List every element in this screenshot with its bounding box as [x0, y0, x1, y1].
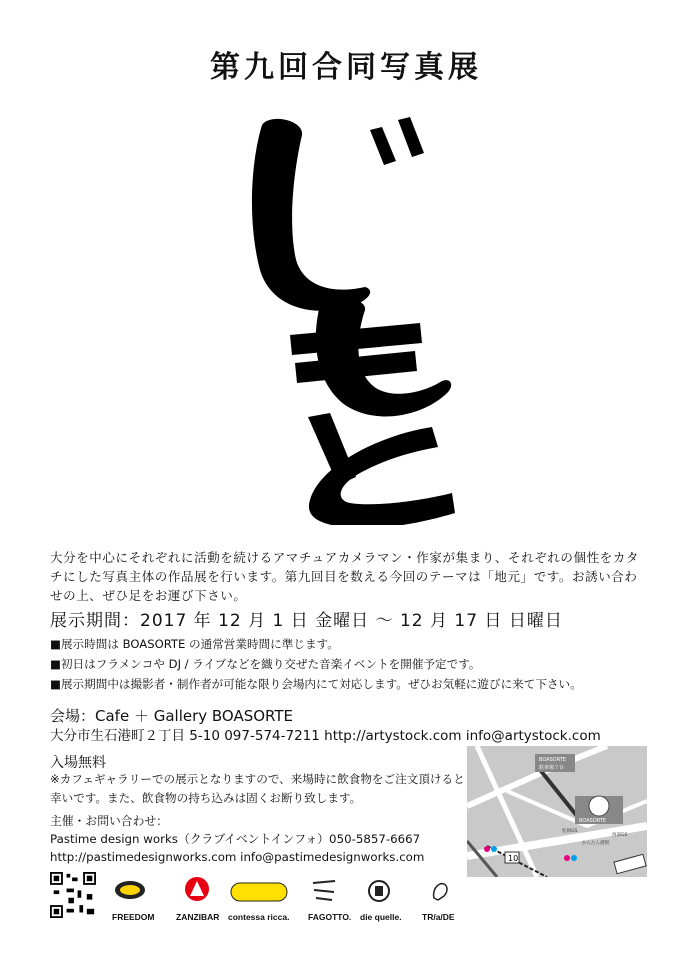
note-item: ■展示期間中は撮影者・制作者が可能な限り会場内にて対応します。ぜひお気軽に遊びに来て下さい。	[50, 677, 582, 691]
sponsor-contessa: contessa ricca.	[228, 912, 290, 922]
admission-label: 入場無料	[50, 755, 106, 771]
note-item: ■展示時間は BOASORTE の通常営業時間に準じます。	[50, 637, 339, 651]
contact-org: Pastime design works（クラブイベントインフォ）050-5857-6667	[50, 832, 421, 846]
sponsor-trade: TR/a/DE	[422, 912, 455, 922]
sponsor-freedom: FREEDOM	[112, 912, 155, 922]
map-place-3: 西部GS	[612, 833, 628, 838]
map-label-top: BOASORTE	[539, 757, 567, 763]
exhibition-title: 第九回合同写真展	[210, 50, 482, 85]
note-item: ■初日はフラメンコや DJ / ライブなどを織り交ぜた音楽イベントを開催予定です。	[50, 657, 481, 671]
map-label-parking: 駐車場７台	[539, 765, 565, 771]
sponsor-fagotto: FAGOTTO.	[308, 912, 352, 922]
venue-label: 会場：Cafe ＋ Gallery BOASORTE	[50, 707, 294, 725]
notes-list	[50, 634, 670, 694]
main-title-calligraphy	[170, 105, 530, 525]
sponsor-logos	[110, 874, 460, 924]
sponsor-zanzibar: ZANZIBAR	[176, 912, 220, 922]
venue-map	[467, 746, 647, 877]
intro-text: 大分を中心にそれぞれに活動を続けるアマチュアカメラマン・作家が集まり、それぞれの個性をカタチにした写真主体の作品展を行います。第九回目を数える今回のテーマは「地元」です。お誘い合わせの上、ぜひ足をお運び下さい。	[50, 550, 640, 603]
zanzibar-logo-icon	[184, 876, 210, 906]
calligraphy-ji	[252, 119, 370, 311]
map-label-venue: BOASORTE	[579, 818, 607, 824]
venue-address: 大分市生石港町２丁目 5-10 097-574-7211 http://artystock.com info@artystock.com	[50, 728, 601, 744]
contessa-logo-icon	[230, 882, 288, 902]
contact-block	[50, 812, 424, 866]
fagotto-logo-icon	[310, 878, 338, 904]
sponsor-die-quelle: die quelle.	[360, 912, 402, 922]
contact-web: http://pastimedesignworks.com info@pastimedesignworks.com	[50, 850, 425, 864]
exhibition-period: 展示期間：2017 年 12 月 1 日 金曜日 ～ 12 月 17 日 日曜日	[50, 611, 563, 631]
map-place-1: 松岡GS	[562, 829, 578, 834]
die-quelle-logo-icon	[368, 880, 398, 902]
map-place-2: かんたん港園	[582, 841, 609, 846]
trade-rooster-icon	[428, 878, 452, 904]
map-route-number: 10	[508, 854, 519, 863]
contact-heading: 主催・お問い合わせ：	[50, 814, 168, 828]
freedom-logo-icon	[114, 880, 146, 900]
admission-note: ※カフェギャラリーでの展示となりますので、来場時に飲食物をご注文頂けると幸いです。また、飲食物の持ち込みは固くお断り致します。	[50, 772, 465, 805]
qr-code[interactable]	[50, 872, 96, 918]
